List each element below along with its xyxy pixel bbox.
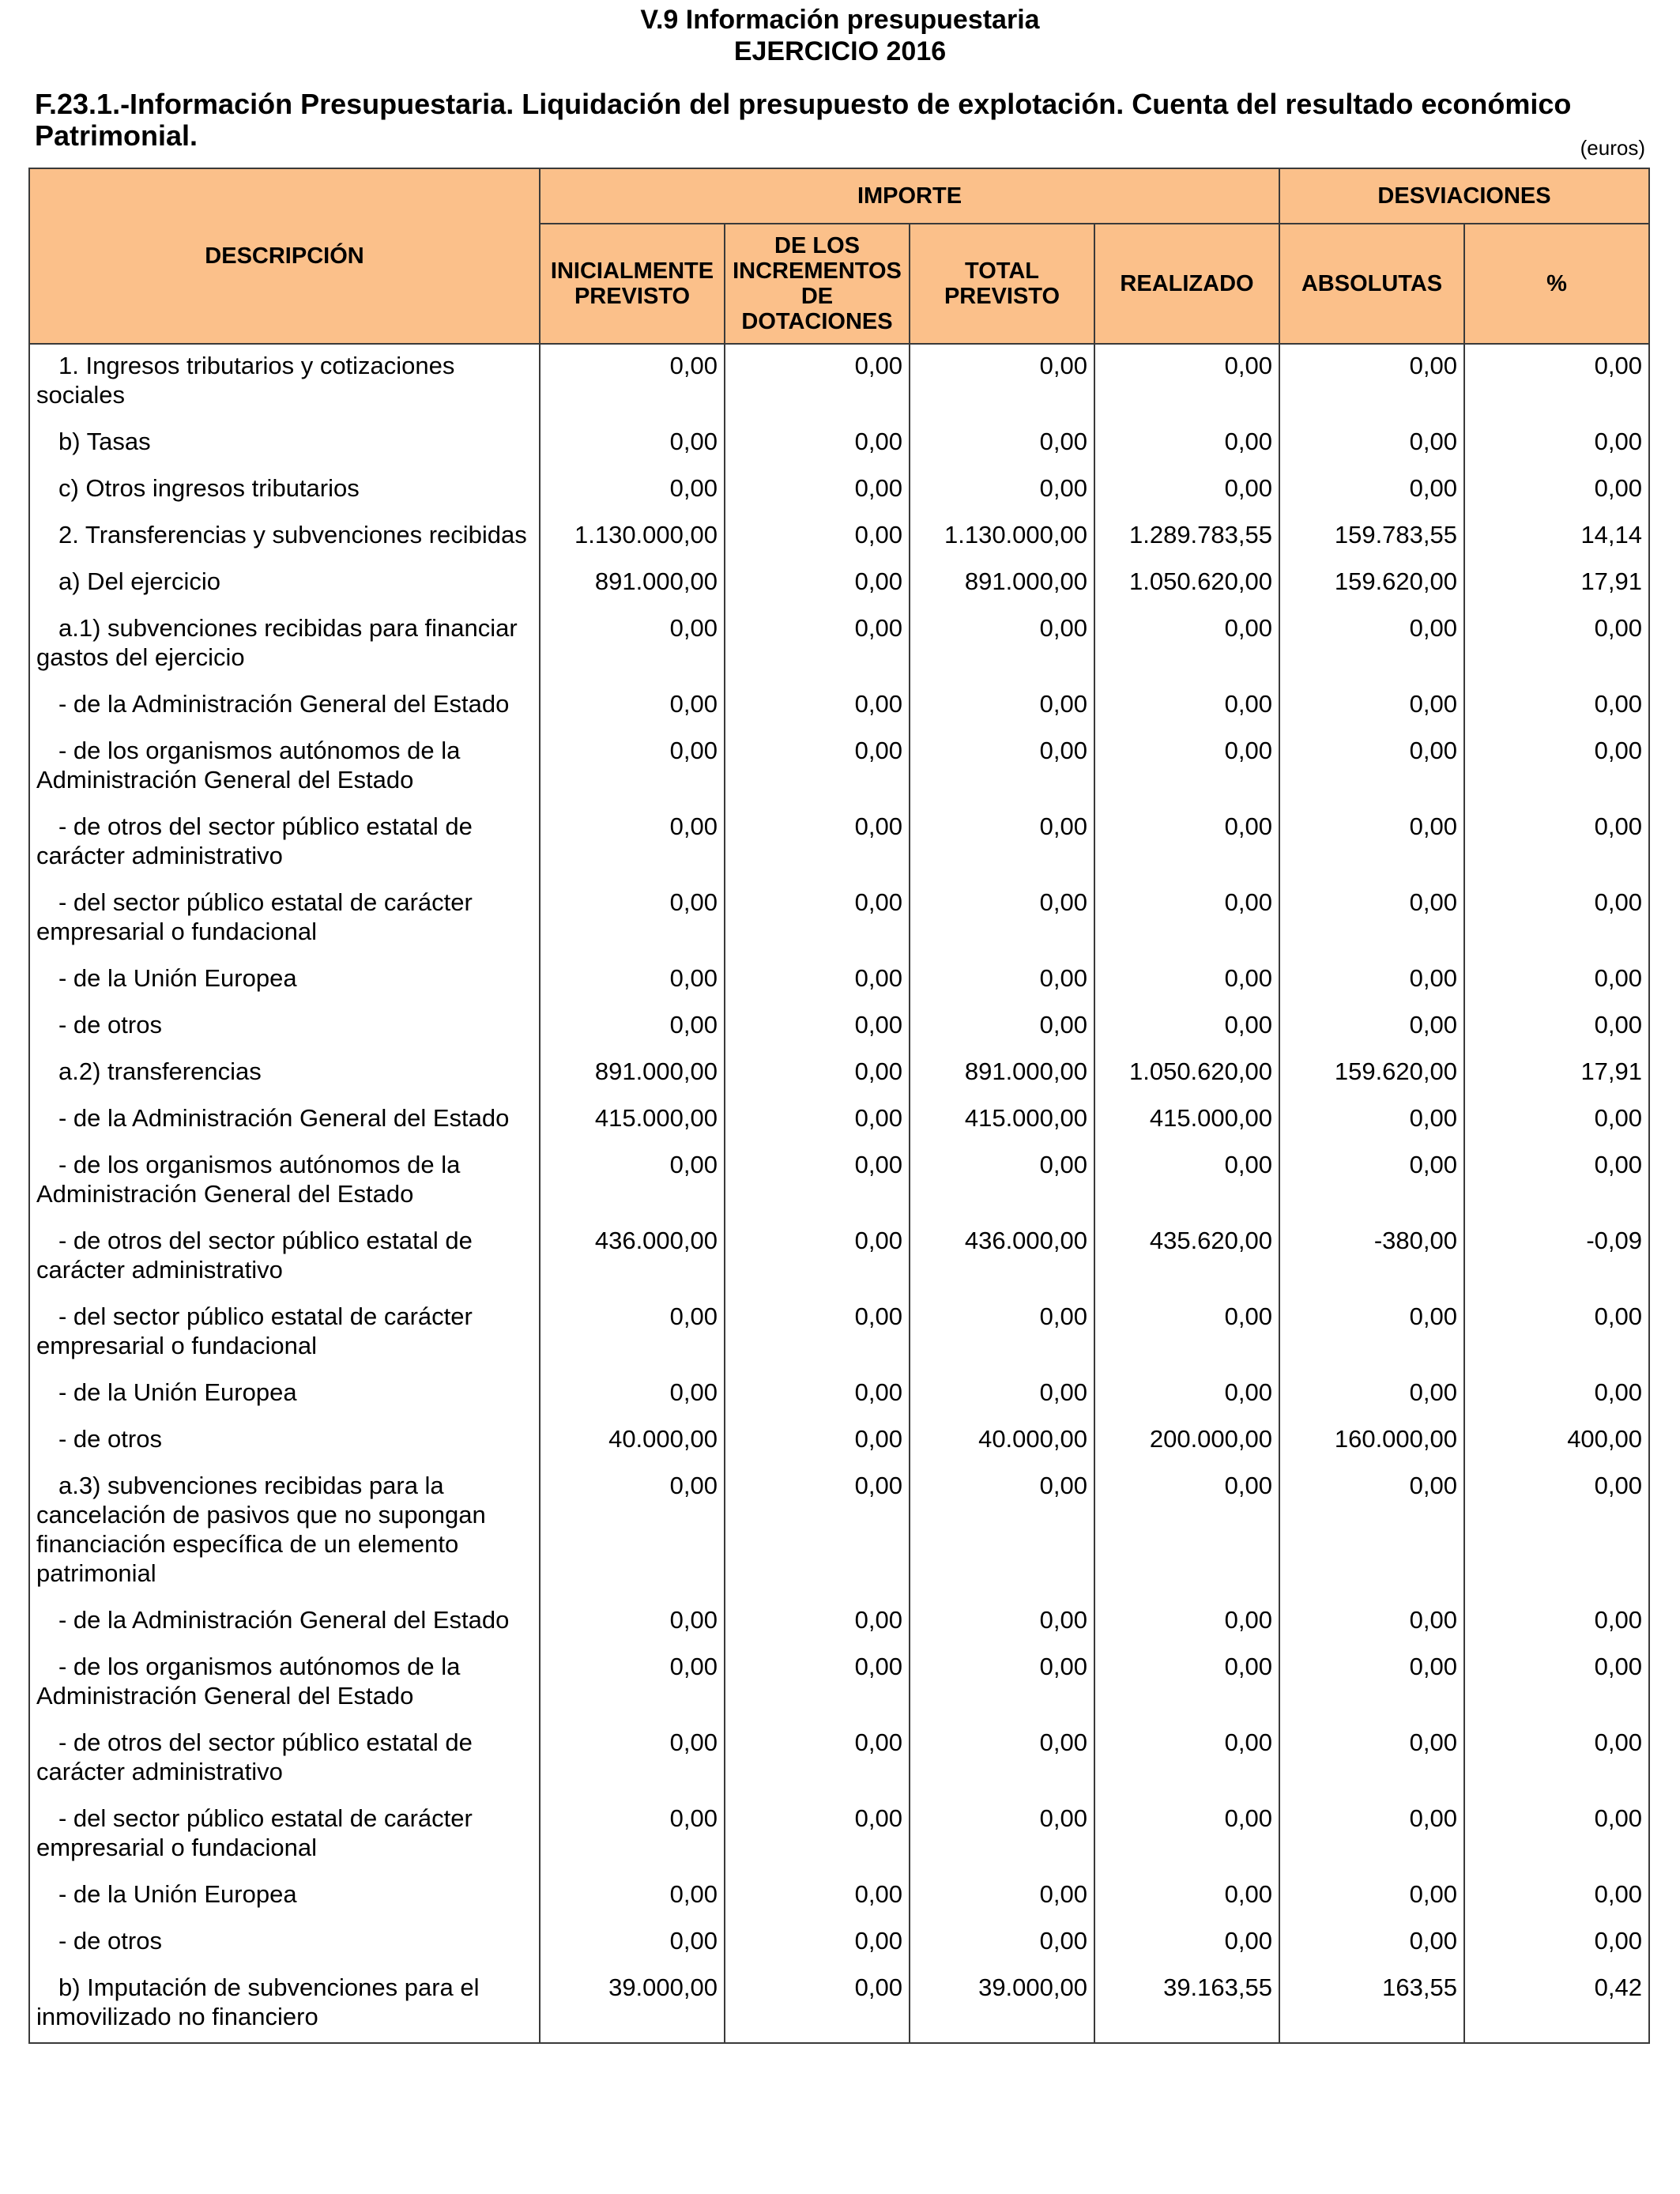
table-row — [29, 467, 1649, 514]
cell-pct: 0,00 — [1464, 683, 1649, 729]
cell-inc: 0,00 — [725, 729, 910, 805]
row-description — [29, 957, 540, 1004]
cell-abs: 0,00 — [1279, 1371, 1464, 1418]
cell-inc: 0,00 — [725, 1920, 910, 1966]
cell-ini: 0,00 — [540, 683, 725, 729]
cell-ini: 0,00 — [540, 1646, 725, 1721]
cell-real: 0,00 — [1094, 881, 1279, 957]
cell-inc: 0,00 — [725, 1220, 910, 1295]
cell-inc: 0,00 — [725, 560, 910, 607]
cell-pct: 0,00 — [1464, 881, 1649, 957]
cell-inc: 0,00 — [725, 1465, 910, 1599]
table-row — [29, 729, 1649, 805]
table-row — [29, 1144, 1649, 1220]
cell-real: 0,00 — [1094, 607, 1279, 683]
cell-pct: 0,00 — [1464, 467, 1649, 514]
cell-tot: 0,00 — [910, 1797, 1094, 1873]
row-description-text: - de la Administración General del Estado — [58, 1104, 510, 1132]
row-description-text: - de la Unión Europea — [58, 964, 297, 992]
cell-inc: 0,00 — [725, 1004, 910, 1050]
cell-abs: 0,00 — [1279, 420, 1464, 467]
cell-tot: 0,00 — [910, 344, 1094, 420]
cell-pct: 0,00 — [1464, 1721, 1649, 1797]
header-realizado: REALIZADO — [1094, 224, 1279, 344]
cell-inc: 0,00 — [725, 957, 910, 1004]
cell-real: 0,00 — [1094, 805, 1279, 881]
cell-inc: 0,00 — [725, 420, 910, 467]
cell-abs: 0,00 — [1279, 1004, 1464, 1050]
row-description — [29, 1646, 540, 1721]
table-row — [29, 1797, 1649, 1873]
cell-tot: 0,00 — [910, 683, 1094, 729]
cell-inc: 0,00 — [725, 805, 910, 881]
cell-inc: 0,00 — [725, 1050, 910, 1097]
budget-table — [28, 168, 1650, 2044]
table-row — [29, 1295, 1649, 1371]
cell-real: 415.000,00 — [1094, 1097, 1279, 1144]
row-description-text: 1. Ingresos tributarios y cotizaciones sociales — [36, 352, 455, 409]
cell-inc: 0,00 — [725, 1371, 910, 1418]
cell-abs: 0,00 — [1279, 1295, 1464, 1371]
cell-pct: 0,00 — [1464, 805, 1649, 881]
table-row — [29, 1418, 1649, 1465]
cell-real: 1.289.783,55 — [1094, 514, 1279, 560]
cell-real: 0,00 — [1094, 1004, 1279, 1050]
table-row — [29, 1966, 1649, 2043]
table-row — [29, 1873, 1649, 1920]
table-row — [29, 514, 1649, 560]
cell-tot: 1.130.000,00 — [910, 514, 1094, 560]
row-description-text: b) Tasas — [58, 428, 151, 455]
cell-ini: 0,00 — [540, 344, 725, 420]
cell-inc: 0,00 — [725, 344, 910, 420]
header-importe: IMPORTE — [540, 168, 1279, 224]
cell-tot: 0,00 — [910, 957, 1094, 1004]
cell-tot: 0,00 — [910, 1920, 1094, 1966]
row-description-text: - de los organismos autónomos de la Administración General del Estado — [36, 1151, 461, 1208]
cell-tot: 39.000,00 — [910, 1966, 1094, 2043]
row-description-text: a.3) subvenciones recibidas para la cancelación de pasivos que no supongan financiación específica de un elemento patrimonial — [36, 1472, 486, 1587]
row-description — [29, 729, 540, 805]
cell-real: 0,00 — [1094, 344, 1279, 420]
cell-abs: 0,00 — [1279, 344, 1464, 420]
row-description-text: - de la Administración General del Estado — [58, 1606, 510, 1634]
table-row — [29, 805, 1649, 881]
cell-ini: 0,00 — [540, 607, 725, 683]
cell-pct: 0,00 — [1464, 1371, 1649, 1418]
cell-ini: 0,00 — [540, 729, 725, 805]
cell-pct: 0,00 — [1464, 607, 1649, 683]
row-description — [29, 1004, 540, 1050]
cell-abs: 0,00 — [1279, 729, 1464, 805]
header-total-previsto: TOTAL PREVISTO — [910, 224, 1094, 344]
cell-ini: 0,00 — [540, 1599, 725, 1646]
cell-tot: 0,00 — [910, 607, 1094, 683]
cell-real: 0,00 — [1094, 420, 1279, 467]
cell-tot: 0,00 — [910, 1465, 1094, 1599]
row-description-text: - de la Administración General del Estado — [58, 690, 510, 718]
cell-abs: 0,00 — [1279, 1097, 1464, 1144]
cell-abs: 0,00 — [1279, 1797, 1464, 1873]
row-description-text: - de otros del sector público estatal de carácter administrativo — [36, 1728, 473, 1785]
cell-inc: 0,00 — [725, 1599, 910, 1646]
row-description-text: a) Del ejercicio — [58, 567, 221, 595]
cell-inc: 0,00 — [725, 683, 910, 729]
cell-abs: 0,00 — [1279, 1646, 1464, 1721]
cell-inc: 0,00 — [725, 1797, 910, 1873]
table-row — [29, 1465, 1649, 1599]
cell-pct: 0,00 — [1464, 957, 1649, 1004]
row-description — [29, 607, 540, 683]
row-description — [29, 1966, 540, 2043]
cell-ini: 0,00 — [540, 1004, 725, 1050]
cell-ini: 40.000,00 — [540, 1418, 725, 1465]
cell-pct: 0,00 — [1464, 1646, 1649, 1721]
table-row — [29, 607, 1649, 683]
header-pct: % — [1464, 224, 1649, 344]
cell-abs: 0,00 — [1279, 1599, 1464, 1646]
table-row — [29, 344, 1649, 420]
cell-pct: 0,00 — [1464, 1144, 1649, 1220]
cell-pct: 0,00 — [1464, 1797, 1649, 1873]
heading-line-1: V.9 Información presupuestaria — [640, 5, 1040, 35]
header-desviaciones: DESVIACIONES — [1279, 168, 1649, 224]
cell-abs: 160.000,00 — [1279, 1418, 1464, 1465]
row-description-text: - de otros del sector público estatal de carácter administrativo — [36, 1227, 473, 1284]
row-description-text: c) Otros ingresos tributarios — [58, 474, 360, 502]
cell-tot: 0,00 — [910, 420, 1094, 467]
cell-real: 0,00 — [1094, 1599, 1279, 1646]
cell-tot: 0,00 — [910, 805, 1094, 881]
row-description-text: - de la Unión Europea — [58, 1880, 297, 1908]
cell-abs: 163,55 — [1279, 1966, 1464, 2043]
cell-real: 39.163,55 — [1094, 1966, 1279, 2043]
cell-abs: 159.620,00 — [1279, 1050, 1464, 1097]
cell-abs: 0,00 — [1279, 805, 1464, 881]
cell-ini: 0,00 — [540, 957, 725, 1004]
header-descripcion: DESCRIPCIÓN — [29, 168, 540, 344]
cell-real: 1.050.620,00 — [1094, 1050, 1279, 1097]
cell-abs: 0,00 — [1279, 1873, 1464, 1920]
cell-pct: 0,00 — [1464, 1465, 1649, 1599]
cell-tot: 0,00 — [910, 1873, 1094, 1920]
row-description-text: a.2) transferencias — [58, 1057, 262, 1085]
table-row — [29, 560, 1649, 607]
cell-ini: 0,00 — [540, 1371, 725, 1418]
cell-inc: 0,00 — [725, 1295, 910, 1371]
cell-abs: 159.783,55 — [1279, 514, 1464, 560]
table-row — [29, 683, 1649, 729]
budget-table-body — [29, 344, 1649, 2043]
cell-ini: 0,00 — [540, 805, 725, 881]
table-row — [29, 1050, 1649, 1097]
row-description — [29, 344, 540, 420]
header-inicialmente-previsto: INICIALMENTE PREVISTO — [540, 224, 725, 344]
cell-pct: 0,00 — [1464, 1295, 1649, 1371]
table-row — [29, 957, 1649, 1004]
cell-abs: 0,00 — [1279, 957, 1464, 1004]
row-description — [29, 560, 540, 607]
cell-ini: 436.000,00 — [540, 1220, 725, 1295]
row-description — [29, 1721, 540, 1797]
cell-inc: 0,00 — [725, 1873, 910, 1920]
table-row — [29, 881, 1649, 957]
cell-real: 1.050.620,00 — [1094, 560, 1279, 607]
row-description — [29, 1920, 540, 1966]
row-description — [29, 1050, 540, 1097]
row-description — [29, 1465, 540, 1599]
table-row — [29, 1599, 1649, 1646]
cell-ini: 0,00 — [540, 1465, 725, 1599]
header-incrementos: DE LOS INCREMENTOS DE DOTACIONES — [725, 224, 910, 344]
cell-abs: 0,00 — [1279, 1465, 1464, 1599]
row-description-text: a.1) subvenciones recibidas para financiar gastos del ejercicio — [36, 614, 518, 671]
cell-real: 0,00 — [1094, 957, 1279, 1004]
row-description-text: - de los organismos autónomos de la Administración General del Estado — [36, 737, 461, 794]
cell-ini: 0,00 — [540, 1721, 725, 1797]
row-description-text: - del sector público estatal de carácter empresarial o fundacional — [36, 1302, 473, 1359]
row-description-text: - de otros — [58, 1011, 162, 1039]
row-description — [29, 1797, 540, 1873]
cell-pct: 17,91 — [1464, 560, 1649, 607]
cell-pct: 400,00 — [1464, 1418, 1649, 1465]
cell-pct: 0,00 — [1464, 1004, 1649, 1050]
cell-tot: 0,00 — [910, 467, 1094, 514]
cell-abs: 0,00 — [1279, 1920, 1464, 1966]
cell-ini: 891.000,00 — [540, 1050, 725, 1097]
table-row — [29, 1920, 1649, 1966]
cell-real: 0,00 — [1094, 1797, 1279, 1873]
row-description-text: - de otros — [58, 1927, 162, 1955]
cell-inc: 0,00 — [725, 514, 910, 560]
cell-real: 200.000,00 — [1094, 1418, 1279, 1465]
cell-tot: 436.000,00 — [910, 1220, 1094, 1295]
table-row — [29, 1004, 1649, 1050]
cell-ini: 0,00 — [540, 1295, 725, 1371]
row-description-text: - de la Unión Europea — [58, 1378, 297, 1406]
cell-ini: 0,00 — [540, 1920, 725, 1966]
cell-pct: 14,14 — [1464, 514, 1649, 560]
cell-pct: 0,00 — [1464, 729, 1649, 805]
cell-ini: 0,00 — [540, 1144, 725, 1220]
cell-inc: 0,00 — [725, 1144, 910, 1220]
table-row — [29, 420, 1649, 467]
cell-real: 0,00 — [1094, 1920, 1279, 1966]
cell-tot: 891.000,00 — [910, 560, 1094, 607]
row-description — [29, 1220, 540, 1295]
cell-inc: 0,00 — [725, 1966, 910, 2043]
cell-tot: 0,00 — [910, 1646, 1094, 1721]
cell-real: 0,00 — [1094, 1721, 1279, 1797]
cell-ini: 0,00 — [540, 467, 725, 514]
cell-pct: 0,00 — [1464, 1920, 1649, 1966]
row-description-text: - de otros del sector público estatal de carácter administrativo — [36, 812, 473, 869]
cell-ini: 0,00 — [540, 420, 725, 467]
units-note: (euros) — [1580, 136, 1645, 160]
cell-pct: 0,00 — [1464, 1873, 1649, 1920]
row-description — [29, 683, 540, 729]
cell-ini: 891.000,00 — [540, 560, 725, 607]
cell-ini: 0,00 — [540, 1797, 725, 1873]
cell-ini: 415.000,00 — [540, 1097, 725, 1144]
cell-tot: 0,00 — [910, 1599, 1094, 1646]
row-description-text: - de los organismos autónomos de la Administración General del Estado — [36, 1653, 461, 1710]
cell-ini: 1.130.000,00 — [540, 514, 725, 560]
row-description-text: - del sector público estatal de carácter empresarial o fundacional — [36, 888, 473, 945]
cell-pct: 0,00 — [1464, 1599, 1649, 1646]
header-absolutas: ABSOLUTAS — [1279, 224, 1464, 344]
cell-inc: 0,00 — [725, 1721, 910, 1797]
section-title: F.23.1.-Información Presupuestaria. Liquidación del presupuesto de explotación. Cuenta del resultado económico Patrimonial. — [35, 88, 1572, 152]
cell-real: 0,00 — [1094, 729, 1279, 805]
row-description-text: - de otros — [58, 1425, 162, 1453]
row-description — [29, 1097, 540, 1144]
row-description — [29, 1418, 540, 1465]
cell-real: 435.620,00 — [1094, 1220, 1279, 1295]
cell-inc: 0,00 — [725, 1097, 910, 1144]
row-description — [29, 514, 540, 560]
table-row — [29, 1371, 1649, 1418]
row-description-text: 2. Transferencias y subvenciones recibidas — [58, 521, 527, 548]
cell-ini: 0,00 — [540, 881, 725, 957]
cell-pct: 0,00 — [1464, 420, 1649, 467]
cell-real: 0,00 — [1094, 1873, 1279, 1920]
cell-abs: 0,00 — [1279, 1144, 1464, 1220]
cell-abs: 0,00 — [1279, 881, 1464, 957]
row-description — [29, 467, 540, 514]
row-description — [29, 1873, 540, 1920]
cell-real: 0,00 — [1094, 683, 1279, 729]
cell-abs: 0,00 — [1279, 1721, 1464, 1797]
cell-tot: 415.000,00 — [910, 1097, 1094, 1144]
heading-line-2: EJERCICIO 2016 — [733, 36, 947, 66]
cell-tot: 0,00 — [910, 1295, 1094, 1371]
table-row — [29, 1721, 1649, 1797]
cell-inc: 0,00 — [725, 607, 910, 683]
row-description — [29, 1599, 540, 1646]
cell-inc: 0,00 — [725, 881, 910, 957]
cell-tot: 0,00 — [910, 1004, 1094, 1050]
cell-tot: 0,00 — [910, 1721, 1094, 1797]
cell-real: 0,00 — [1094, 1295, 1279, 1371]
cell-pct: -0,09 — [1464, 1220, 1649, 1295]
cell-tot: 891.000,00 — [910, 1050, 1094, 1097]
cell-abs: -380,00 — [1279, 1220, 1464, 1295]
cell-abs: 0,00 — [1279, 467, 1464, 514]
cell-real: 0,00 — [1094, 1371, 1279, 1418]
cell-abs: 0,00 — [1279, 607, 1464, 683]
row-description — [29, 805, 540, 881]
row-description-text: b) Imputación de subvenciones para el inmovilizado no financiero — [36, 1973, 480, 2030]
cell-real: 0,00 — [1094, 467, 1279, 514]
cell-ini: 0,00 — [540, 1873, 725, 1920]
cell-tot: 0,00 — [910, 729, 1094, 805]
row-description — [29, 1371, 540, 1418]
row-description — [29, 881, 540, 957]
cell-real: 0,00 — [1094, 1465, 1279, 1599]
cell-tot: 40.000,00 — [910, 1418, 1094, 1465]
cell-pct: 17,91 — [1464, 1050, 1649, 1097]
cell-inc: 0,00 — [725, 1646, 910, 1721]
cell-tot: 0,00 — [910, 1371, 1094, 1418]
row-description-text: - del sector público estatal de carácter empresarial o fundacional — [36, 1804, 473, 1861]
cell-tot: 0,00 — [910, 1144, 1094, 1220]
cell-pct: 0,00 — [1464, 344, 1649, 420]
cell-real: 0,00 — [1094, 1646, 1279, 1721]
row-description — [29, 1295, 540, 1371]
cell-pct: 0,00 — [1464, 1097, 1649, 1144]
cell-pct: 0,42 — [1464, 1966, 1649, 2043]
cell-abs: 0,00 — [1279, 683, 1464, 729]
table-row — [29, 1097, 1649, 1144]
cell-inc: 0,00 — [725, 1418, 910, 1465]
cell-inc: 0,00 — [725, 467, 910, 514]
cell-tot: 0,00 — [910, 881, 1094, 957]
cell-ini: 39.000,00 — [540, 1966, 725, 2043]
row-description — [29, 420, 540, 467]
cell-abs: 159.620,00 — [1279, 560, 1464, 607]
table-row — [29, 1220, 1649, 1295]
table-row — [29, 1646, 1649, 1721]
row-description — [29, 1144, 540, 1220]
cell-real: 0,00 — [1094, 1144, 1279, 1220]
